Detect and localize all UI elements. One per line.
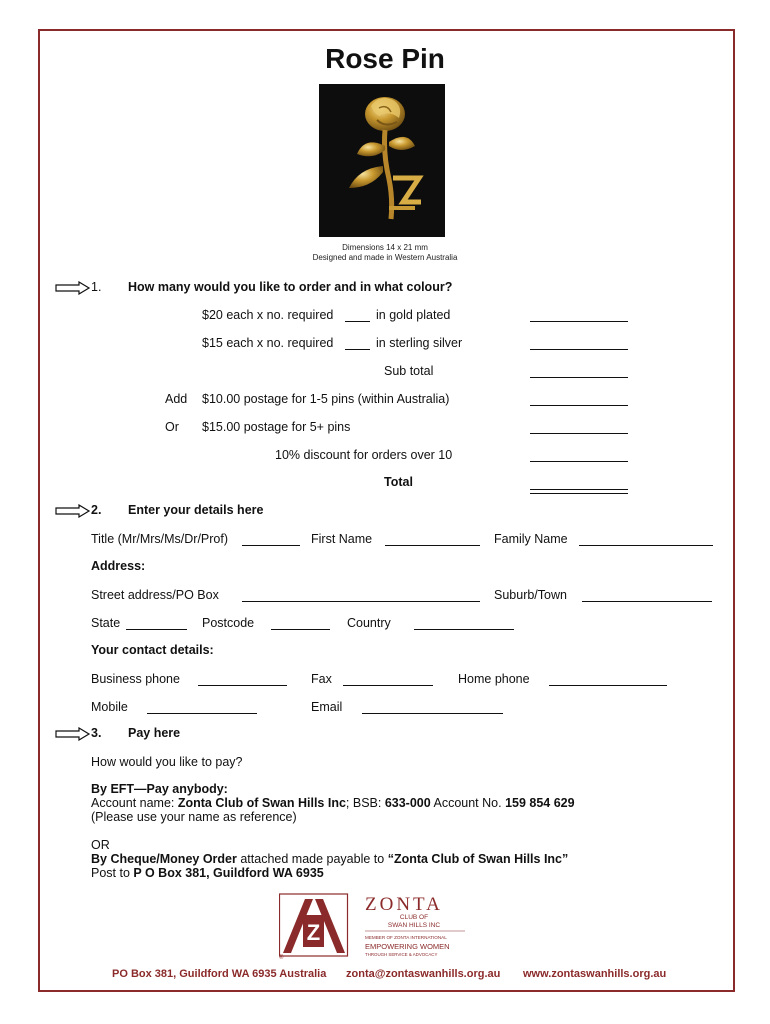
email-label: Email xyxy=(311,700,343,714)
home-phone-field[interactable] xyxy=(549,685,667,686)
reference-note: (Please use your name as reference) xyxy=(91,810,297,824)
home-phone-label: Home phone xyxy=(458,672,530,686)
subtotal-label: Sub total xyxy=(384,364,434,378)
silver-amount-field[interactable] xyxy=(530,349,628,350)
account-no-value: 159 854 629 xyxy=(505,796,575,810)
registered-mark: ® xyxy=(279,955,284,959)
post-line xyxy=(91,866,324,881)
footer-email[interactable]: zonta@zontaswanhills.org.au xyxy=(346,968,501,980)
mobile-label: Mobile xyxy=(91,700,128,714)
account-line xyxy=(91,796,575,811)
business-phone-label: Business phone xyxy=(91,672,180,686)
gold-qty-field[interactable] xyxy=(345,321,370,322)
section1-heading: How many would you like to order and in what colour? xyxy=(128,280,453,294)
rose-pin-image xyxy=(319,84,445,237)
footer-website[interactable]: www.zontaswanhills.org.au xyxy=(523,968,667,980)
pay-question: How would you like to pay? xyxy=(91,755,243,769)
logo-tagline: EMPOWERING WOMEN xyxy=(365,942,450,951)
first-name-field[interactable] xyxy=(385,545,480,546)
silver-suffix: in sterling silver xyxy=(376,336,463,350)
postage-large-field[interactable] xyxy=(530,433,628,434)
zonta-logo xyxy=(279,893,469,959)
logo-monogram: Z xyxy=(306,920,321,945)
business-phone-field[interactable] xyxy=(198,685,287,686)
fax-field[interactable] xyxy=(343,685,433,686)
footer-address: PO Box 381, Guildford WA 6935 Australia xyxy=(112,968,327,980)
silver-qty-field[interactable] xyxy=(345,349,370,350)
contact-heading: Your contact details: xyxy=(91,643,214,657)
bsb-label: ; BSB: xyxy=(345,796,385,810)
postcode-label: Postcode xyxy=(202,616,255,630)
family-name-field[interactable] xyxy=(579,545,713,546)
or-divider: OR xyxy=(91,838,110,852)
discount-field[interactable] xyxy=(530,461,628,462)
gold-amount-field[interactable] xyxy=(530,321,628,322)
section3-number: 3. xyxy=(91,726,102,740)
gold-qty-label: $20 each x no. required xyxy=(202,308,334,322)
section2-number: 2. xyxy=(91,503,102,517)
origin-caption: Designed and made in Western Australia xyxy=(312,253,458,262)
postcode-field[interactable] xyxy=(271,629,330,630)
first-name-label: First Name xyxy=(311,532,373,546)
or-prefix: Or xyxy=(165,420,179,434)
cheque-label: By Cheque/Money Order xyxy=(91,852,237,866)
street-label: Street address/PO Box xyxy=(91,588,219,602)
country-field[interactable] xyxy=(414,629,514,630)
post-to-label: Post to xyxy=(91,866,134,880)
fax-label: Fax xyxy=(311,672,332,686)
postage-small-label: $10.00 postage for 1-5 pins (within Australia) xyxy=(202,392,450,406)
cheque-payee: “Zonta Club of Swan Hills Inc” xyxy=(387,852,569,866)
logo-club-line2: SWAN HILLS INC xyxy=(387,922,441,929)
page-title: Rose Pin xyxy=(325,43,445,74)
discount-label: 10% discount for orders over 10 xyxy=(275,448,453,462)
section1-number: 1. xyxy=(91,280,102,294)
gold-suffix: in gold plated xyxy=(376,308,451,322)
postage-large-label: $15.00 postage for 5+ pins xyxy=(202,420,351,434)
account-no-label: Account No. xyxy=(430,796,506,810)
silver-qty-label: $15 each x no. required xyxy=(202,336,334,350)
total-label: Total xyxy=(384,475,413,489)
rose-pin-photo xyxy=(319,84,445,237)
section3-heading: Pay here xyxy=(128,726,181,740)
suburb-label: Suburb/Town xyxy=(494,588,567,602)
total-field[interactable] xyxy=(530,489,628,490)
total-double-underline xyxy=(530,493,628,494)
mobile-field[interactable] xyxy=(147,713,257,714)
postage-small-field[interactable] xyxy=(530,405,628,406)
arrow-right-icon xyxy=(55,281,91,295)
cheque-line xyxy=(91,852,568,867)
email-field[interactable] xyxy=(362,713,503,714)
family-name-label: Family Name xyxy=(494,532,568,546)
arrow-right-icon xyxy=(55,504,91,518)
logo-member: MEMBER OF ZONTA INTERNATIONAL xyxy=(365,935,447,940)
address-heading: Address: xyxy=(91,559,146,573)
account-name: Zonta Club of Swan Hills Inc xyxy=(177,796,346,810)
subtotal-field[interactable] xyxy=(530,377,628,378)
account-name-label: Account name: xyxy=(91,796,178,810)
logo-tagline-sub: THROUGH SERVICE & ADVOCACY xyxy=(365,952,438,957)
section2-heading: Enter your details here xyxy=(128,503,264,517)
logo-club-line1: CLUB OF xyxy=(399,914,429,921)
logo-name: ZONTA xyxy=(365,894,443,915)
add-prefix: Add xyxy=(165,392,188,406)
state-field[interactable] xyxy=(126,629,187,630)
state-label: State xyxy=(91,616,121,630)
post-address: P O Box 381, Guildford WA 6935 xyxy=(133,866,324,880)
bsb-value: 633-000 xyxy=(384,796,431,810)
title-label: Title (Mr/Mrs/Ms/Dr/Prof) xyxy=(91,532,229,546)
suburb-field[interactable] xyxy=(582,601,712,602)
cheque-text: attached made payable to xyxy=(236,852,388,866)
title-field[interactable] xyxy=(242,545,300,546)
dimensions-caption: Dimensions 14 x 21 mm xyxy=(342,243,428,252)
eft-heading: By EFT—Pay anybody: xyxy=(91,782,228,796)
country-label: Country xyxy=(347,616,391,630)
arrow-right-icon xyxy=(55,727,91,741)
street-field[interactable] xyxy=(242,601,480,602)
